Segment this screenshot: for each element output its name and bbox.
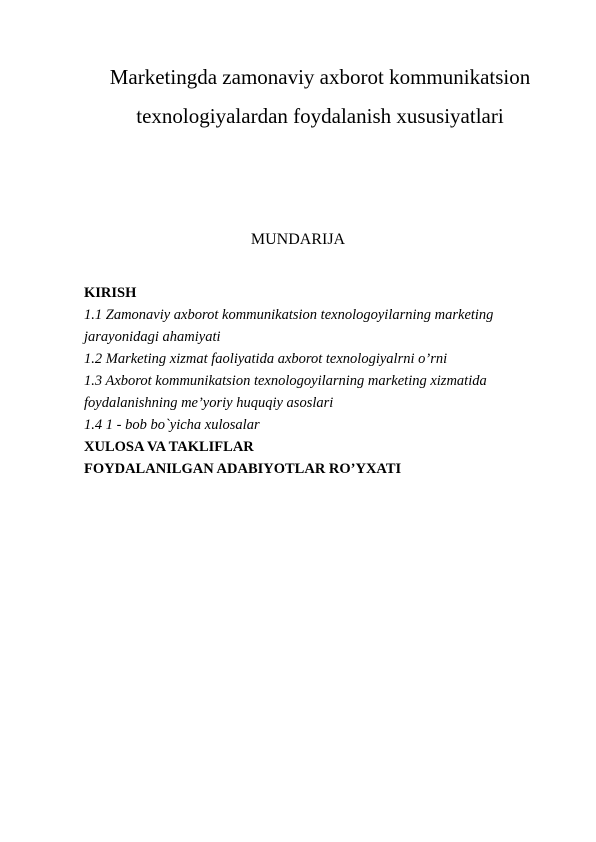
contents-heading: MUNDARIJA	[250, 231, 346, 248]
toc-item-conclusions: XULOSA VA TAKLIFLAR	[84, 439, 254, 455]
toc-item-1-2: 1.2 Marketing xizmat faoliyatida axborot texnologiyalrni o’rni	[84, 351, 448, 367]
toc-item-references: FOYDALANILGAN ADABIYOTLAR RO’YXATI	[84, 461, 402, 477]
toc-item-introduction: KIRISH	[84, 285, 137, 301]
toc-item-1-3-continued: foydalanishning me’yoriy huquqiy asoslari	[84, 395, 334, 411]
document-title	[80, 58, 560, 136]
title-line-2: texnologiyalardan foydalanish xususiyatlari	[136, 104, 504, 128]
toc-item-1-1-continued: jarayonidagi ahamiyati	[84, 329, 221, 345]
table-of-contents	[84, 282, 564, 480]
toc-item-1-4: 1.4 1 - bob bo`yicha xulosalar	[84, 417, 260, 433]
title-line-1: Marketingda zamonaviy axborot kommunikatsion	[109, 65, 531, 89]
toc-item-1-1: 1.1 Zamonaviy axborot kommunikatsion texnologoyilarning marketing	[84, 307, 494, 323]
toc-item-1-3: 1.3 Axborot kommunikatsion texnologoyilarning marketing xizmatida	[84, 373, 487, 389]
